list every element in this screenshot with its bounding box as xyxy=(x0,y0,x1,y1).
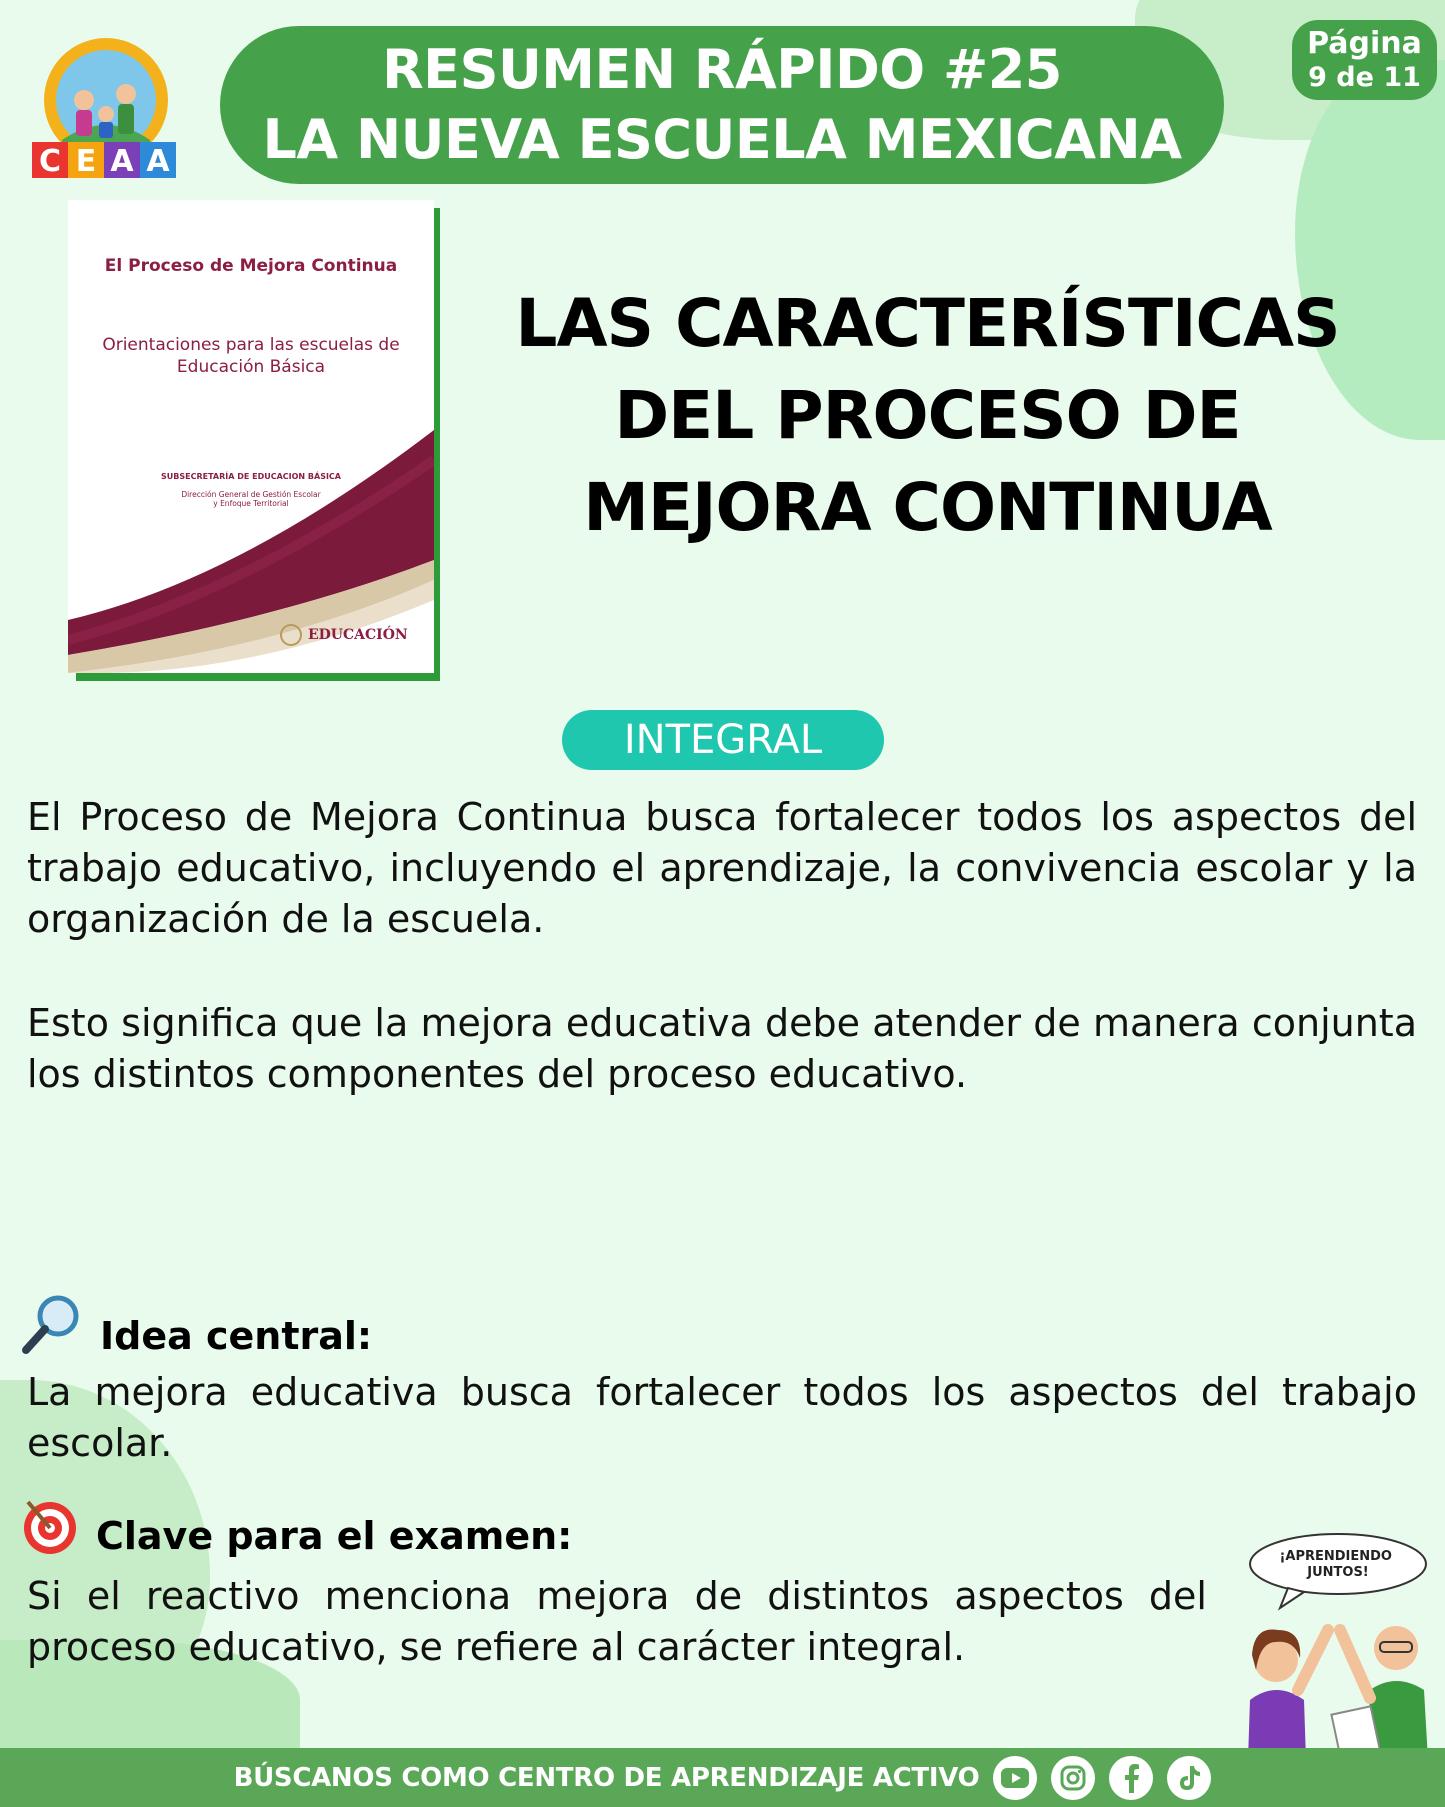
header-line-1: RESUMEN RÁPIDO #25 xyxy=(382,38,1062,101)
facebook-icon[interactable] xyxy=(1109,1756,1153,1800)
book-direction: Dirección General de Gestión Escolar y Enfoque Territorial xyxy=(181,490,321,508)
page-label: Página xyxy=(1307,26,1422,61)
header-line-2: LA NUEVA ESCUELA MEXICANA xyxy=(262,108,1182,171)
book-title: El Proceso de Mejora Continua xyxy=(104,256,398,276)
target-icon xyxy=(20,1496,80,1560)
book-cover xyxy=(68,200,434,673)
central-idea-heading: Idea central: xyxy=(100,1314,373,1358)
logo-letter: C xyxy=(38,144,62,179)
exam-key-text: Si el reactivo menciona mejora de distintos aspectos del proceso educativo, se refiere al carácter integral. xyxy=(27,1574,1207,1669)
logo-letter: E xyxy=(75,144,97,179)
ceaa-logo xyxy=(22,30,190,180)
central-idea-text: La mejora educativa busca fortalecer todos los aspectos del trabajo escolar. xyxy=(27,1370,1417,1465)
footer-text: BÚSCANOS COMO CENTRO DE APRENDIZAJE ACTIVO xyxy=(233,1762,980,1793)
instagram-icon[interactable] xyxy=(1051,1756,1095,1800)
teachers-illustration xyxy=(1228,1530,1443,1760)
page-number: 9 de 11 xyxy=(1308,62,1421,93)
page-number-badge xyxy=(1292,20,1437,100)
central-idea-heading-row xyxy=(20,1292,372,1360)
book-secretariat: SUBSECRETARÍA DE EDUCACION BÁSICA xyxy=(161,472,341,481)
seal-icon xyxy=(280,624,302,646)
speech-bubble-text: ¡APRENDIENDO JUNTOS! xyxy=(1279,1549,1392,1580)
header-banner xyxy=(220,26,1224,184)
paragraph-2: Esto significa que la mejora educativa debe atender de manera conjunta los distintos componentes del proceso educativo. xyxy=(27,1001,1417,1096)
section-label: INTEGRAL xyxy=(562,710,884,770)
main-title: LAS CARACTERÍSTICAS DEL PROCESO DE MEJORA CONTINUA xyxy=(515,285,1340,546)
book-brand-text: EDUCACIÓN xyxy=(308,627,408,643)
logo-letter: A xyxy=(110,144,134,179)
book-subtitle: Orientaciones para las escuelas de Educación Básica xyxy=(102,335,400,377)
exam-key-heading-row xyxy=(20,1496,572,1560)
tiktok-icon[interactable] xyxy=(1167,1756,1211,1800)
youtube-icon[interactable] xyxy=(993,1756,1037,1800)
book-brand xyxy=(280,623,430,647)
paragraph-1: El Proceso de Mejora Continua busca fortalecer todos los aspectos del trabajo educativo, incluyendo el aprendizaje, la convivencia escolar y la organización de la escuela. xyxy=(27,795,1417,941)
footer-bar xyxy=(0,1748,1445,1807)
logo-letter: A xyxy=(146,144,170,179)
magnifying-glass-icon xyxy=(20,1292,84,1360)
exam-key-heading: Clave para el examen: xyxy=(96,1514,573,1558)
